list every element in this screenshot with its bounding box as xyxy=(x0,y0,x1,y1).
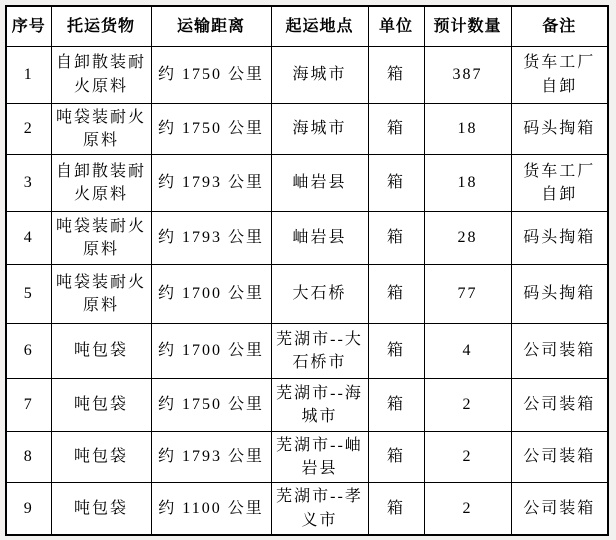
cell-origin: 岫岩县 xyxy=(271,154,368,211)
table-row xyxy=(6,46,608,103)
cell-seq: 6 xyxy=(6,323,51,378)
table-row xyxy=(6,483,608,535)
cell-unit: 箱 xyxy=(368,211,424,264)
cell-qty: 18 xyxy=(424,154,511,211)
cell-goods: 吨包袋 xyxy=(51,431,151,482)
cell-qty: 2 xyxy=(424,483,511,535)
cell-qty: 77 xyxy=(424,264,511,323)
cell-unit: 箱 xyxy=(368,154,424,211)
header-distance: 运输距离 xyxy=(151,6,271,46)
table-body xyxy=(6,46,608,535)
cell-distance: 约 1793 公里 xyxy=(151,211,271,264)
cell-unit: 箱 xyxy=(368,264,424,323)
cell-origin: 芜湖市--孝义市 xyxy=(271,483,368,535)
cell-remark: 货车工厂自卸 xyxy=(511,46,608,103)
cell-seq: 5 xyxy=(6,264,51,323)
cell-unit: 箱 xyxy=(368,431,424,482)
table-row xyxy=(6,264,608,323)
table-row xyxy=(6,323,608,378)
cell-origin: 岫岩县 xyxy=(271,211,368,264)
cell-remark: 码头掏箱 xyxy=(511,103,608,154)
header-unit: 单位 xyxy=(368,6,424,46)
header-origin: 起运地点 xyxy=(271,6,368,46)
table-row xyxy=(6,103,608,154)
cell-unit: 箱 xyxy=(368,103,424,154)
cell-origin: 芜湖市--岫岩县 xyxy=(271,431,368,482)
cell-distance: 约 1100 公里 xyxy=(151,483,271,535)
cell-origin: 海城市 xyxy=(271,103,368,154)
cell-seq: 3 xyxy=(6,154,51,211)
cell-distance: 约 1750 公里 xyxy=(151,378,271,431)
cell-remark: 公司装箱 xyxy=(511,378,608,431)
table-row xyxy=(6,211,608,264)
cell-unit: 箱 xyxy=(368,46,424,103)
cell-origin: 大石桥 xyxy=(271,264,368,323)
cell-seq: 1 xyxy=(6,46,51,103)
cell-unit: 箱 xyxy=(368,483,424,535)
cell-goods: 吨袋装耐火原料 xyxy=(51,264,151,323)
cell-distance: 约 1750 公里 xyxy=(151,46,271,103)
header-row xyxy=(6,6,608,46)
header-goods: 托运货物 xyxy=(51,6,151,46)
cell-distance: 约 1700 公里 xyxy=(151,264,271,323)
cell-qty: 4 xyxy=(424,323,511,378)
cell-goods: 吨包袋 xyxy=(51,378,151,431)
cell-seq: 8 xyxy=(6,431,51,482)
cell-seq: 9 xyxy=(6,483,51,535)
cell-distance: 约 1700 公里 xyxy=(151,323,271,378)
cell-origin: 芜湖市--大石桥市 xyxy=(271,323,368,378)
cell-unit: 箱 xyxy=(368,323,424,378)
cell-seq: 2 xyxy=(6,103,51,154)
cell-goods: 吨袋装耐火原料 xyxy=(51,211,151,264)
cell-remark: 公司装箱 xyxy=(511,431,608,482)
cell-distance: 约 1793 公里 xyxy=(151,431,271,482)
cell-goods: 吨包袋 xyxy=(51,323,151,378)
cell-qty: 2 xyxy=(424,431,511,482)
freight-shipment-table xyxy=(5,5,609,536)
table-row xyxy=(6,431,608,482)
cell-qty: 2 xyxy=(424,378,511,431)
table-row xyxy=(6,154,608,211)
cell-distance: 约 1750 公里 xyxy=(151,103,271,154)
cell-goods: 自卸散装耐火原料 xyxy=(51,46,151,103)
cell-qty: 18 xyxy=(424,103,511,154)
cell-remark: 码头掏箱 xyxy=(511,211,608,264)
cell-unit: 箱 xyxy=(368,378,424,431)
cell-remark: 公司装箱 xyxy=(511,323,608,378)
freight-table-container xyxy=(5,5,609,536)
table-header xyxy=(6,6,608,46)
cell-remark: 码头掏箱 xyxy=(511,264,608,323)
cell-goods: 自卸散装耐火原料 xyxy=(51,154,151,211)
cell-remark: 公司装箱 xyxy=(511,483,608,535)
header-seq: 序号 xyxy=(6,6,51,46)
cell-remark: 货车工厂自卸 xyxy=(511,154,608,211)
cell-seq: 7 xyxy=(6,378,51,431)
header-qty: 预计数量 xyxy=(424,6,511,46)
cell-goods: 吨包袋 xyxy=(51,483,151,535)
cell-origin: 芜湖市--海城市 xyxy=(271,378,368,431)
table-row xyxy=(6,378,608,431)
cell-qty: 387 xyxy=(424,46,511,103)
cell-seq: 4 xyxy=(6,211,51,264)
cell-origin: 海城市 xyxy=(271,46,368,103)
cell-goods: 吨袋装耐火原料 xyxy=(51,103,151,154)
cell-qty: 28 xyxy=(424,211,511,264)
header-remark: 备注 xyxy=(511,6,608,46)
cell-distance: 约 1793 公里 xyxy=(151,154,271,211)
